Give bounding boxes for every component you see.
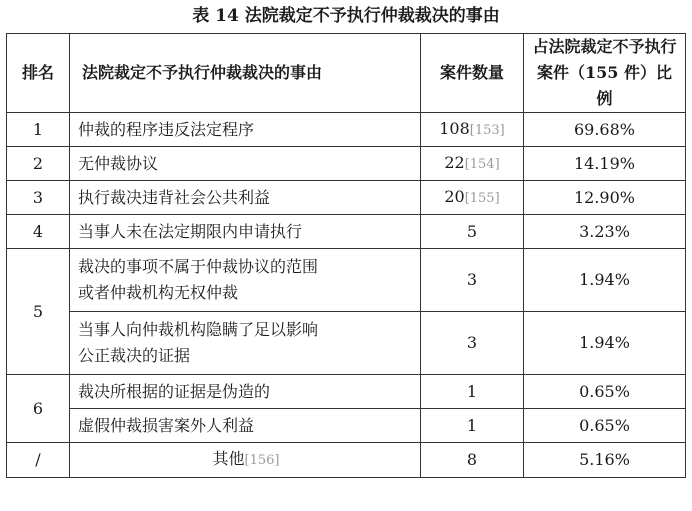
reason-cell: 仲裁的程序违反法定程序 [70,113,421,147]
count-cell: 1 [421,375,524,409]
count-cell: 5 [421,215,524,249]
reason-line: 当事人向仲裁机构隐瞒了足以影响 [78,320,319,339]
count-cell [421,113,524,147]
count-cell [421,147,524,181]
rank-cell: 6 [7,375,70,443]
table-caption: 表 14 法院裁定不予执行仲裁裁决的事由 [192,6,500,26]
ratio-cell: 3.23% [524,215,686,249]
reason-cell: 裁决所根据的证据是伪造的 [70,375,421,409]
ratio-cell: 1.94% [524,312,686,375]
rank-cell: 4 [7,215,70,249]
reason-cell: 虚假仲裁损害案外人利益 [70,409,421,443]
header-ratio-line1: 占法院裁定不予执行 [532,37,677,56]
header-count: 案件数量 [421,34,524,113]
ratio-cell: 5.16% [524,443,686,478]
reason-text: 其他 [212,449,245,468]
reason-cell: 执行裁决违背社会公共利益 [70,181,421,215]
rank-cell: 3 [7,181,70,215]
rank-cell: 5 [7,249,70,375]
table-row [7,312,686,375]
header-ratio [524,34,686,113]
footnote-ref[interactable]: [153] [469,122,505,138]
count-value: 108 [439,118,470,138]
ratio-cell: 0.65% [524,409,686,443]
count-cell [421,181,524,215]
header-reason: 法院裁定不予执行仲裁裁决的事由 [70,34,421,113]
count-cell: 8 [421,443,524,478]
table-row [7,249,686,312]
header-rank: 排名 [7,34,70,113]
reason-cell [70,443,421,478]
footnote-ref[interactable]: [156] [244,453,280,468]
count-cell: 3 [421,249,524,312]
table-row [7,147,686,181]
ratio-cell: 1.94% [524,249,686,312]
count-value: 22 [444,152,465,172]
reason-line: 裁决的事项不属于仲裁协议的范围 [78,257,319,276]
reasons-table [6,33,686,478]
table-row [7,215,686,249]
rank-cell: 1 [7,113,70,147]
ratio-cell: 69.68% [524,113,686,147]
table-row [7,375,686,409]
table-row [7,113,686,147]
reason-cell [70,312,421,375]
table-row [7,181,686,215]
ratio-cell: 14.19% [524,147,686,181]
ratio-cell: 0.65% [524,375,686,409]
count-cell: 3 [421,312,524,375]
reason-cell: 当事人未在法定期限内申请执行 [70,215,421,249]
reason-cell: 无仲裁协议 [70,147,421,181]
rank-cell: 2 [7,147,70,181]
ratio-cell: 12.90% [524,181,686,215]
table-row [7,443,686,478]
table-row [7,409,686,443]
header-row [7,34,686,113]
rank-cell: / [7,443,70,478]
footnote-ref[interactable]: [155] [464,190,500,206]
count-value: 20 [444,186,465,206]
reason-cell [70,249,421,312]
header-ratio-line2: 案件（155 件）比例 [537,63,672,108]
count-cell: 1 [421,409,524,443]
reason-line: 或者仲裁机构无权仲裁 [78,283,239,302]
reason-line: 公正裁决的证据 [78,346,191,365]
footnote-ref[interactable]: [154] [464,156,500,172]
